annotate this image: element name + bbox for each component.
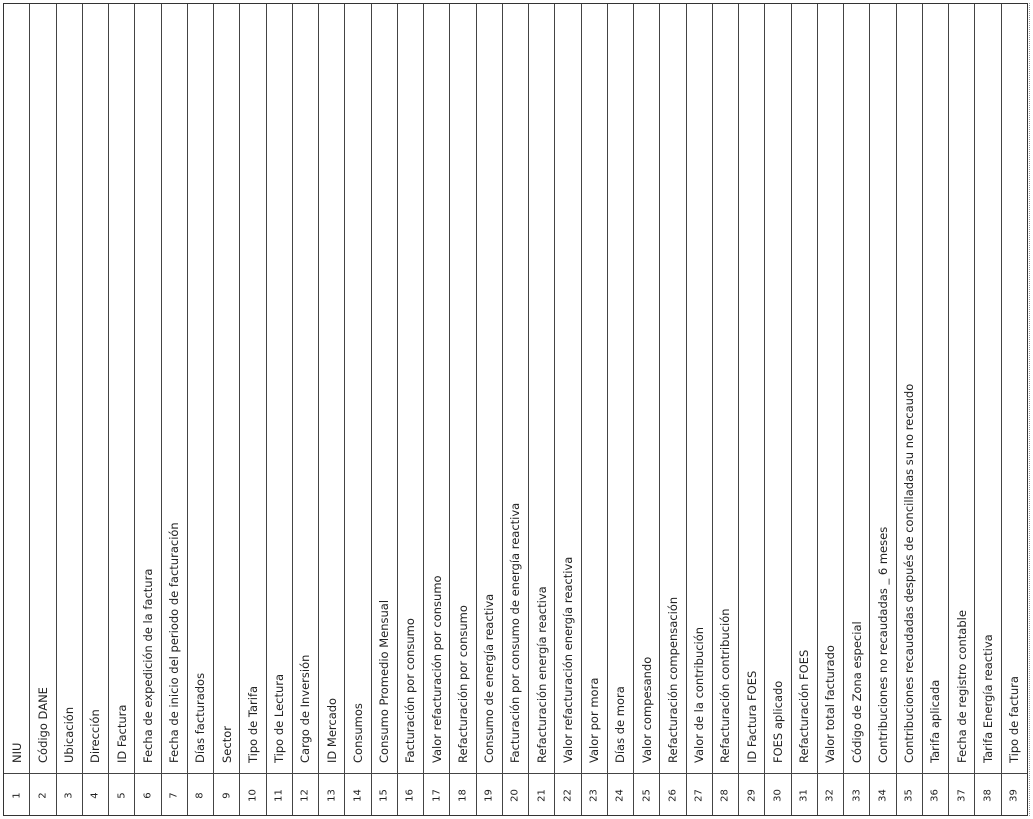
row-number-cell [398,773,423,815]
table-row [162,4,188,815]
row-number-cell [582,773,607,815]
field-name: Tipo de factura [1007,676,1022,763]
row-number-cell [293,773,318,815]
row-number-cell [30,773,55,815]
field-name: Valor refacturación energía reactiva [560,556,575,763]
table-row [582,4,608,815]
table-row [345,4,371,815]
row-number: 24 [614,789,626,802]
field-name: Refacturación FOES [797,649,812,763]
table-row [687,4,713,815]
field-name: Sector [219,726,234,763]
row-number-cell [687,773,712,815]
row-number-cell [188,773,213,815]
table-row [30,4,56,815]
field-name: Fecha de inicio del periodo de facturación [167,522,182,763]
table-row [529,4,555,815]
field-name: Ubicación [62,706,77,763]
field-name: Refacturación contribución [718,608,733,763]
table-row [503,4,529,815]
table-row [57,4,83,815]
row-number: 36 [929,789,941,802]
field-name: Consumo Promedio Mensual [377,599,392,763]
row-number: 14 [352,789,364,802]
table-row [844,4,870,815]
row-number-cell [818,773,843,815]
table-row [477,4,503,815]
table-row [792,4,818,815]
row-number-cell [765,773,790,815]
field-name: Tarifa Energía reactiva [980,634,995,763]
field-table [3,3,1028,816]
table-row [372,4,398,815]
field-name: Refacturación compensación [665,596,680,763]
field-name: ID Factura [114,704,129,763]
table-row [424,4,450,815]
row-number: 39 [1008,789,1020,802]
row-number-cell [634,773,659,815]
row-number: 5 [116,792,128,799]
row-number-cell [555,773,580,815]
row-number-cell [83,773,108,815]
row-number: 7 [168,792,180,799]
table-row [555,4,581,815]
field-name: Valor total facturado [823,645,838,763]
row-number: 28 [719,789,731,802]
field-name: Consumos [350,703,365,763]
row-number: 20 [509,789,521,802]
field-name: Código de Zona especial [849,621,864,763]
table-row [713,4,739,815]
field-name: Dirección [88,709,103,763]
row-number: 30 [772,789,784,802]
row-number-cell [923,773,948,815]
row-number: 21 [536,789,548,802]
field-name: Refacturación por consumo [455,605,470,763]
table-row [870,4,896,815]
table-row [818,4,844,815]
row-number: 3 [63,792,75,799]
row-number: 12 [299,789,311,802]
field-name: Tipo de Lectura [272,673,287,763]
row-number: 23 [588,789,600,802]
table-row [450,4,476,815]
row-number: 13 [326,789,338,802]
field-name: Consumo de energía reactiva [482,593,497,763]
row-number: 16 [404,789,416,802]
row-number-cell [240,773,265,815]
row-number: 9 [221,792,233,799]
field-name: Valor compesando [639,656,654,763]
table-row [319,4,345,815]
row-number-cell [608,773,633,815]
table-row [109,4,135,815]
row-number: 32 [824,789,836,802]
table-row [634,4,660,815]
row-number-cell [450,773,475,815]
row-number-cell [345,773,370,815]
field-name: Refacturación energía reactiva [534,586,549,763]
row-number-cell [844,773,869,815]
table-row [83,4,109,815]
field-name: Tipo de Tarifa [245,685,260,763]
row-number-cell [739,773,764,815]
row-number-cell [529,773,554,815]
row-number-cell [660,773,685,815]
field-name: Cargo de Inversión [298,654,313,763]
field-name: Contribuciones no recaudadas _ 6 meses [875,526,890,763]
field-name: Tarifa aplicada [928,679,943,763]
row-number-cell [503,773,528,815]
row-number-cell [267,773,292,815]
table-row [4,4,30,815]
row-number: 26 [667,789,679,802]
row-number-cell [372,773,397,815]
row-number: 8 [194,792,206,799]
row-number-cell [4,773,29,815]
table-row [188,4,214,815]
table-row [949,4,975,815]
table-row [267,4,293,815]
row-number: 18 [457,789,469,802]
table-row [398,4,424,815]
row-number-cell [975,773,1000,815]
row-number-cell [214,773,239,815]
row-number-cell [792,773,817,815]
row-number: 33 [851,789,863,802]
row-number: 29 [746,789,758,802]
page-border [1029,3,1030,816]
row-number: 35 [903,789,915,802]
field-name: FOES aplicado [770,680,785,763]
row-number: 15 [378,789,390,802]
row-number: 27 [693,789,705,802]
table-row [608,4,634,815]
row-number: 31 [798,789,810,802]
table-row [975,4,1001,815]
row-number-cell [109,773,134,815]
row-number: 22 [562,789,574,802]
row-number-cell [897,773,922,815]
field-name: Valor refacturación por consumo [429,575,444,763]
field-name: Contribuciones recaudadas después de concilladas su no recaudo [902,383,917,763]
row-number-cell [870,773,895,815]
table-row [923,4,949,815]
field-name: Valor por mora [587,677,602,763]
row-number: 17 [431,789,443,802]
field-name: Código DANE [35,687,50,763]
field-name: Días facturados [193,672,208,763]
row-number: 10 [247,789,259,802]
row-number: 37 [956,789,968,802]
row-number-cell [135,773,160,815]
table-row [897,4,923,815]
table-row [765,4,791,815]
row-number: 1 [11,792,23,799]
row-number-cell [477,773,502,815]
row-number: 11 [273,789,285,802]
table-row [1002,4,1027,815]
field-name: Fecha de registro contable [954,610,969,763]
row-number-cell [424,773,449,815]
row-number-cell [949,773,974,815]
row-number-cell [57,773,82,815]
field-name: ID Factura FOES [744,670,759,763]
row-number-cell [713,773,738,815]
row-number: 4 [89,792,101,799]
row-number-cell [162,773,187,815]
table-row [214,4,240,815]
table-row [660,4,686,815]
field-name: NIU [9,742,24,763]
row-number-cell [1002,773,1027,815]
row-number: 25 [641,789,653,802]
table-row [739,4,765,815]
row-number: 19 [483,789,495,802]
field-name: Facturación por consumo de energía reactiva [508,502,523,763]
table-row [293,4,319,815]
row-number: 6 [142,792,154,799]
field-name: Valor de la contribución [692,626,707,763]
field-name: Facturación por consumo [403,618,418,763]
row-number-cell [319,773,344,815]
table-row [135,4,161,815]
field-name: Días de mora [613,686,628,763]
row-number: 2 [37,792,49,799]
field-name: Fecha de expedición de la factura [140,568,155,763]
table-row [240,4,266,815]
row-number: 34 [877,789,889,802]
row-number: 38 [982,789,994,802]
field-name: ID Mercado [324,697,339,763]
